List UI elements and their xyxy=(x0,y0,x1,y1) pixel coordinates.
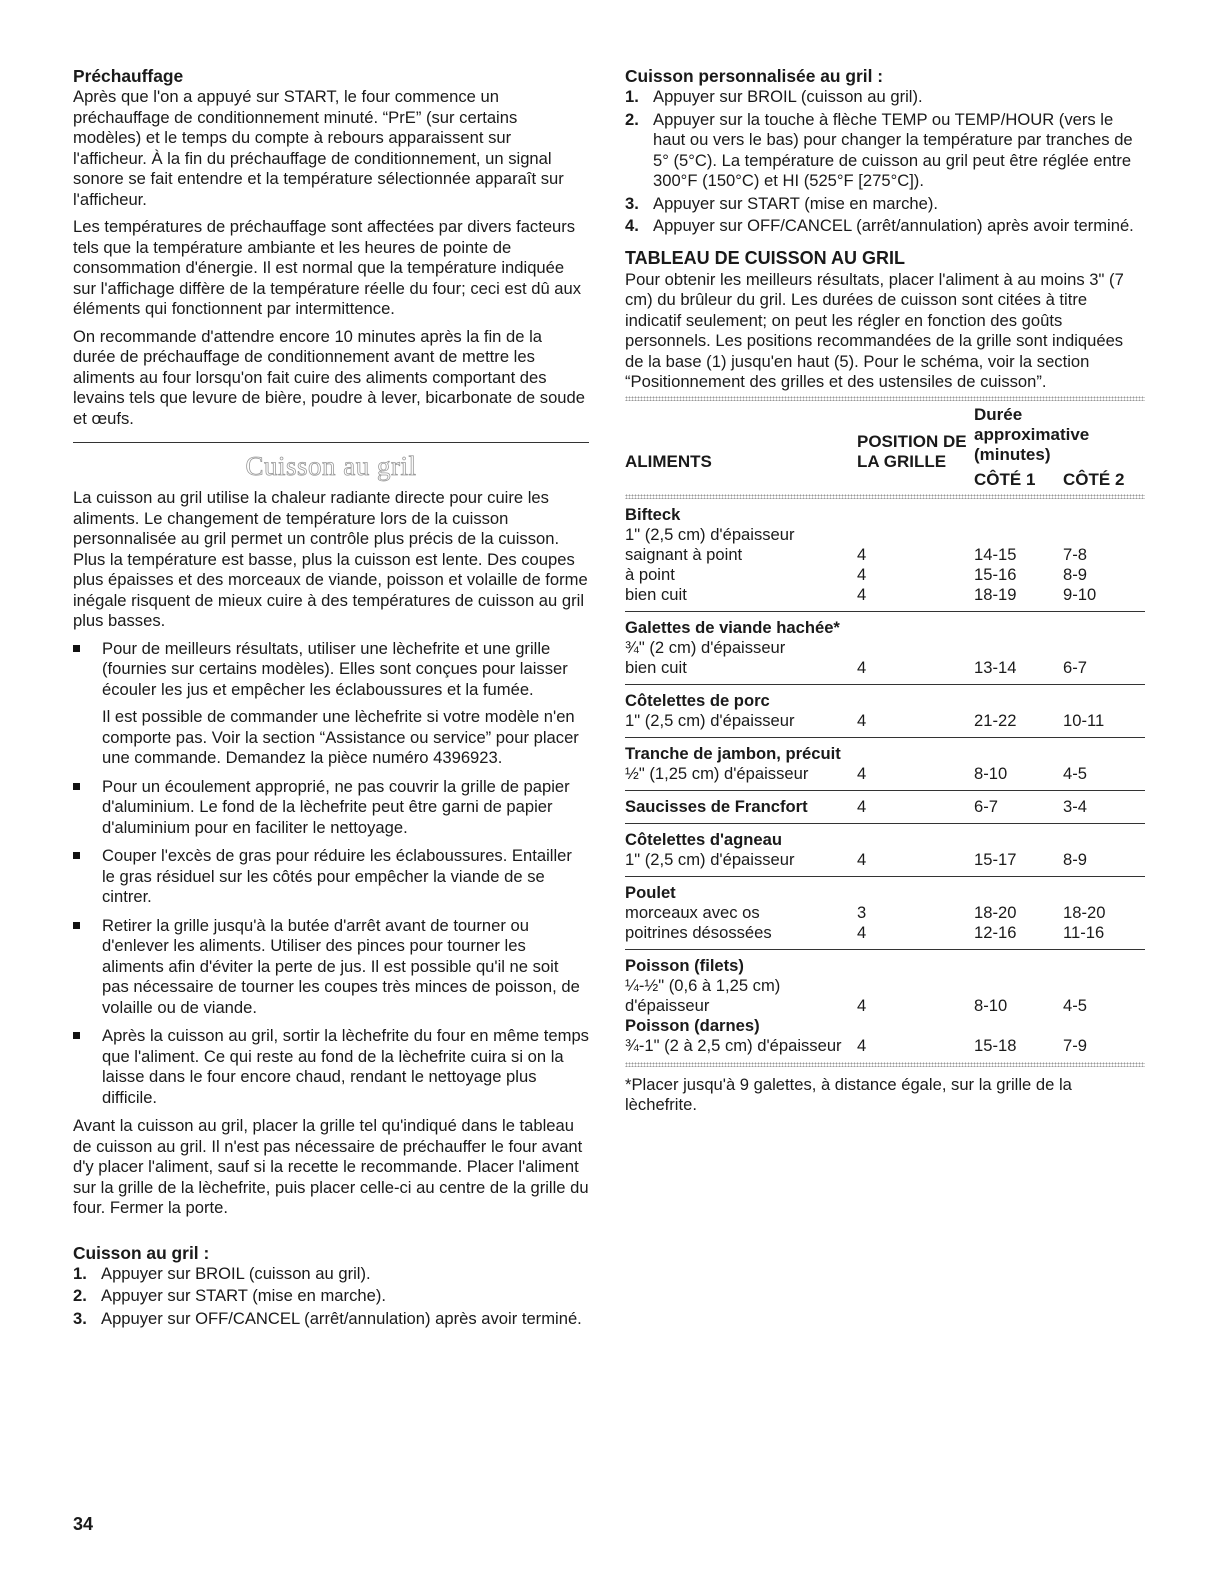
cell-side-1 xyxy=(974,499,1063,525)
preheat-paragraph-1: Après que l'on a appuyé sur START, le four commence un préchauffage de conditionnement minuté. “PrE” (sur certains modèles) et le temps du compte à rebours apparaissent sur l'afficheur. À la fin du préchauffage de conditionnement, un signal sonore se fait entendre et la température sélectionnée apparaît sur l'afficheur. xyxy=(73,87,564,209)
header-food: ALIMENTS xyxy=(625,451,712,471)
cell-side-2: 7-9 xyxy=(1063,1035,1087,1055)
cell-side-2: 8-9 xyxy=(1063,564,1087,584)
cell-food: ¾-1" (2 à 2,5 cm) d'épaisseur xyxy=(625,1035,842,1055)
header-position: POSITION DE LA GRILLE xyxy=(857,431,967,471)
cell-side-1: 15-18 xyxy=(974,1035,1017,1055)
list-item: 2. Appuyer sur la touche à flèche TEMP ou TEMP/HOUR (vers le haut ou vers le bas) pour changer la température par tranches de 5° (5°C). La température de cuisson au gril peut être réglée entre 300°F (150°C) et HI (525°F [275°C]). xyxy=(625,109,1133,190)
cell-side-2 xyxy=(1063,638,1145,658)
table-row xyxy=(625,1036,1145,1062)
cell-side-2: 9-10 xyxy=(1063,585,1145,612)
cell-food: Bifteck xyxy=(625,504,681,524)
cell-food: Galettes de viande hachée* xyxy=(625,617,840,637)
cell-food: ¾" (2 cm) d'épaisseur xyxy=(625,637,786,657)
cell-side-2 xyxy=(1063,499,1145,525)
cell-position xyxy=(857,1016,974,1036)
cell-position xyxy=(857,611,974,638)
cell-food: saignant à point xyxy=(625,544,743,564)
table-row xyxy=(625,737,1145,764)
cell-position: 4 xyxy=(857,585,974,612)
bullet-icon xyxy=(73,645,80,652)
cell-food: Côtelettes d'agneau xyxy=(625,829,783,849)
cell-side-2: 8-9 xyxy=(1063,850,1145,877)
cell-side-1: 15-17 xyxy=(974,850,1063,877)
cell-side-1 xyxy=(974,823,1063,850)
cell-position xyxy=(857,823,974,850)
table-row xyxy=(625,658,1145,685)
table-row xyxy=(625,499,1145,525)
cell-side-2: 3-4 xyxy=(1063,790,1145,823)
cell-food: 1" (2,5 cm) d'épaisseur xyxy=(625,711,857,738)
cell-side-1 xyxy=(974,949,1063,976)
table-row xyxy=(625,790,1145,823)
table-row xyxy=(625,638,1145,658)
list-item: 4. Appuyer sur OFF/CANCEL (arrêt/annulation) après avoir terminé. xyxy=(625,216,1134,235)
cell-position xyxy=(857,525,974,545)
cell-position: 4 xyxy=(857,1035,867,1055)
cell-food: ½" (1,25 cm) d'épaisseur xyxy=(625,764,857,791)
broil-chart-table xyxy=(625,401,1145,1062)
table-row xyxy=(625,585,1145,612)
cell-side-2 xyxy=(1063,611,1145,638)
cell-side-1 xyxy=(974,638,1063,658)
cell-food: à point xyxy=(625,564,675,584)
cell-food: Poisson (filets) xyxy=(625,955,744,975)
table-row xyxy=(625,545,1145,565)
cell-side-1 xyxy=(974,876,1063,903)
section-divider xyxy=(73,442,589,443)
table-row xyxy=(625,923,1145,950)
cell-side-1: 14-15 xyxy=(974,544,1017,564)
table-row xyxy=(625,903,1145,923)
cell-food: Poisson (darnes) xyxy=(625,1015,760,1035)
cell-side-1: 21-22 xyxy=(974,711,1063,738)
cell-side-1: 8-10 xyxy=(974,764,1063,791)
broil-outro: Avant la cuisson au gril, placer la grille tel qu'indiqué dans le tableau de cuisson au gril. Il n'est pas nécessaire de préchauffer le four avant d'y placer l'aliment, sauf si la recette le recommande. Placer l'aliment sur la grille de la lèchefrite, puis placer celle-ci au centre de la grille du four. Fermer la porte. xyxy=(73,1116,589,1217)
left-column xyxy=(73,66,589,1339)
table-row xyxy=(625,764,1145,791)
table-row xyxy=(625,1016,1145,1036)
list-item: Couper l'excès de gras pour réduire les éclaboussures. Entailler le gras résiduel sur les côtés pour empêcher la viande de se cintrer. xyxy=(73,846,589,908)
table-row xyxy=(625,711,1145,738)
table-header-row xyxy=(625,401,1145,494)
cell-food: Saucisses de Francfort xyxy=(625,790,857,823)
cell-side-1: 6-7 xyxy=(974,790,1063,823)
broiling-steps xyxy=(73,1264,589,1330)
list-item: 3. Appuyer sur OFF/CANCEL (arrêt/annulation) après avoir terminé. xyxy=(73,1308,582,1328)
cell-food: morceaux avec os xyxy=(625,902,760,922)
cell-side-1: 13-14 xyxy=(974,658,1063,685)
list-item: Pour un écoulement approprié, ne pas couvrir la grille de papier d'aluminium. Le fond de la lèchefrite peut être garni de papier d'aluminium pour en faciliter le nettoyage. xyxy=(73,777,589,839)
header-side-2: CÔTÉ 2 xyxy=(1063,469,1125,489)
cell-food: 1" (2,5 cm) d'épaisseur xyxy=(625,850,857,877)
cell-position: 4 xyxy=(857,544,867,564)
cell-food: Côtelettes de porc xyxy=(625,690,770,710)
cell-position xyxy=(857,737,974,764)
list-item: 3. Appuyer sur START (mise en marche). xyxy=(625,193,938,213)
bullet-icon xyxy=(73,852,80,859)
cell-position: 4 xyxy=(857,790,974,823)
table-row xyxy=(625,684,1145,711)
table-row xyxy=(625,525,1145,545)
preheat-paragraph-2: Les températures de préchauffage sont affectées par divers facteurs tels que la température ambiante et les heures de pointe de consommation d'énergie. Il est normal que la température indiquée sur l'affichage diffère de la température réelle du four; ceci est dû aux éléments qui fonctionnent par intermittence. xyxy=(73,217,582,318)
cell-side-2 xyxy=(1063,525,1145,545)
cell-side-2 xyxy=(1063,737,1145,764)
cell-food: Poulet xyxy=(625,882,676,902)
cell-position: 4 xyxy=(857,711,974,738)
right-column xyxy=(625,66,1145,1123)
table-row xyxy=(625,976,1145,1016)
cell-side-1 xyxy=(974,684,1063,711)
broil-chart-heading: TABLEAU DE CUISSON AU GRIL xyxy=(625,247,906,268)
bullet-icon xyxy=(73,1032,80,1039)
cell-position: 4 xyxy=(857,658,974,685)
cell-side-2: 18-20 xyxy=(1063,902,1106,922)
cell-food: ¼-½" (0,6 à 1,25 cm) d'épaisseur xyxy=(625,975,781,1015)
table-row xyxy=(625,823,1145,850)
table-row xyxy=(625,949,1145,976)
cell-side-2 xyxy=(1063,823,1145,850)
cell-side-1 xyxy=(974,737,1063,764)
cell-side-2: 4-5 xyxy=(1063,764,1145,791)
preheat-paragraph-3: On recommande d'attendre encore 10 minutes après la fin de la durée de préchauffage de conditionnement avant de mettre les aliments au four lorsqu'on fait cuire des aliments comportant des levains tels que levure de bière, poudre à lever, bicarbonate de soude et œufs. xyxy=(73,326,585,428)
list-item: Après la cuisson au gril, sortir la lèchefrite du four en même temps que l'aliment. Ce qui reste au fond de la lèchefrite cuira si on la laisse dans le four encore chaud, rendant le nettoyage plus difficile. xyxy=(73,1026,589,1108)
cell-side-1 xyxy=(974,611,1063,638)
broiling-heading: Cuisson au gril : xyxy=(73,1242,210,1263)
table-row xyxy=(625,850,1145,877)
cell-position: 4 xyxy=(857,850,974,877)
cell-side-1: 18-20 xyxy=(974,902,1017,922)
broil-section-title: Cuisson au gril xyxy=(245,451,417,481)
cell-position xyxy=(857,876,974,903)
table-row xyxy=(625,565,1145,585)
list-item: Retirer la grille jusqu'à la butée d'arrêt avant de tourner ou d'enlever les aliments. Utiliser des pinces pour tourner les aliments afin d'éviter la perte de jus. Il est possible qu'il ne soit pas nécessaire de tourner les coupes très minces de poisson, de volaille ou de viande. xyxy=(73,916,589,1019)
cell-side-1: 15-16 xyxy=(974,564,1017,584)
list-item: 2. Appuyer sur START (mise en marche). xyxy=(73,1286,386,1305)
cell-food: 1" (2,5 cm) d'épaisseur xyxy=(625,524,795,544)
cell-position xyxy=(857,638,974,658)
cell-side-2: 6-7 xyxy=(1063,658,1145,685)
table-row xyxy=(625,611,1145,638)
cell-position xyxy=(857,684,974,711)
bullet-icon xyxy=(73,783,80,790)
cell-side-2: 10-11 xyxy=(1063,711,1145,738)
header-side-1: CÔTÉ 1 xyxy=(974,469,1036,489)
broil-intro: La cuisson au gril utilise la chaleur radiante directe pour cuire les aliments. Le changement de température lors de la cuisson personnalisée au gril permet un contrôle plus précis de la cuisson. Plus la température est basse, plus la cuisson est lente. Des coupes plus épaisses et des morceaux de viande, poisson et volaille de forme inégale risquent de mieux cuire à des températures de cuisson au gril plus basses. xyxy=(73,488,588,630)
cell-position xyxy=(857,949,974,976)
cell-food: poitrines désossées xyxy=(625,923,857,950)
broil-chart-footnote: *Placer jusqu'à 9 galettes, à distance égale, sur la grille de la lèchefrite. xyxy=(625,1074,1072,1114)
header-duration: Durée approximative (minutes) CÔTÉ 1 CÔTÉ 2 xyxy=(974,404,1125,489)
cell-side-2 xyxy=(1063,949,1145,976)
table-row xyxy=(625,876,1145,903)
cell-position: 4 xyxy=(857,764,974,791)
bullet-icon xyxy=(73,922,80,929)
cell-position: 3 xyxy=(857,902,867,922)
preheat-heading: Préchauffage xyxy=(73,66,184,86)
cell-food: bien cuit xyxy=(625,658,857,685)
custom-broil-heading: Cuisson personnalisée au gril : xyxy=(625,66,884,86)
cell-side-1: 8-10 xyxy=(974,995,1008,1015)
cell-side-2 xyxy=(1063,684,1145,711)
custom-broil-steps xyxy=(625,87,1145,237)
broil-tips-list xyxy=(73,639,589,1109)
cell-side-1: 12-16 xyxy=(974,923,1063,950)
broil-chart-intro: Pour obtenir les meilleurs résultats, placer l'aliment à au moins 3" (7 cm) du brûleur du gril. Les durées de cuisson sont citées à titre indicatif seulement; on peut les régler en fonction des goûts personnels. Les positions recommandées de la grille sont indiquées de la base (1) jusqu'en haut (5). Pour le schéma, voir la section “Positionnement des grilles et des ustensiles de cuisson”. xyxy=(625,269,1124,391)
cell-position xyxy=(857,499,974,525)
cell-position: 4 xyxy=(857,995,867,1015)
cell-side-2 xyxy=(1063,876,1145,903)
list-item: Pour de meilleurs résultats, utiliser une lèchefrite et une grille (fournies sur certains modèles). Elles sont conçues pour laisser écouler les jus et empêcher les éclaboussures et la fumée. Il est possible de commander une lèchefrite si votre modèle n'en comporte pas. Voir la section “Assistance ou service” pour placer une commande. Demandez la pièce numéro 4396923. xyxy=(73,639,589,769)
cell-side-1: 18-19 xyxy=(974,585,1063,612)
cell-food: bien cuit xyxy=(625,585,857,612)
cell-position: 4 xyxy=(857,923,974,950)
cell-side-2 xyxy=(1063,1016,1145,1036)
cell-side-2: 4-5 xyxy=(1063,995,1087,1015)
table-bottom-rule xyxy=(625,1062,1145,1067)
cell-side-1 xyxy=(974,525,1063,545)
cell-food: Tranche de jambon, précuit xyxy=(625,743,841,763)
cell-side-2: 11-16 xyxy=(1063,923,1145,950)
list-item: 1. Appuyer sur BROIL (cuisson au gril). xyxy=(625,87,923,106)
cell-side-1 xyxy=(974,1016,1063,1036)
list-item: 1. Appuyer sur BROIL (cuisson au gril). xyxy=(73,1263,371,1283)
cell-side-2: 7-8 xyxy=(1063,544,1087,564)
page-number: 34 xyxy=(73,1514,94,1534)
cell-position: 4 xyxy=(857,564,867,584)
